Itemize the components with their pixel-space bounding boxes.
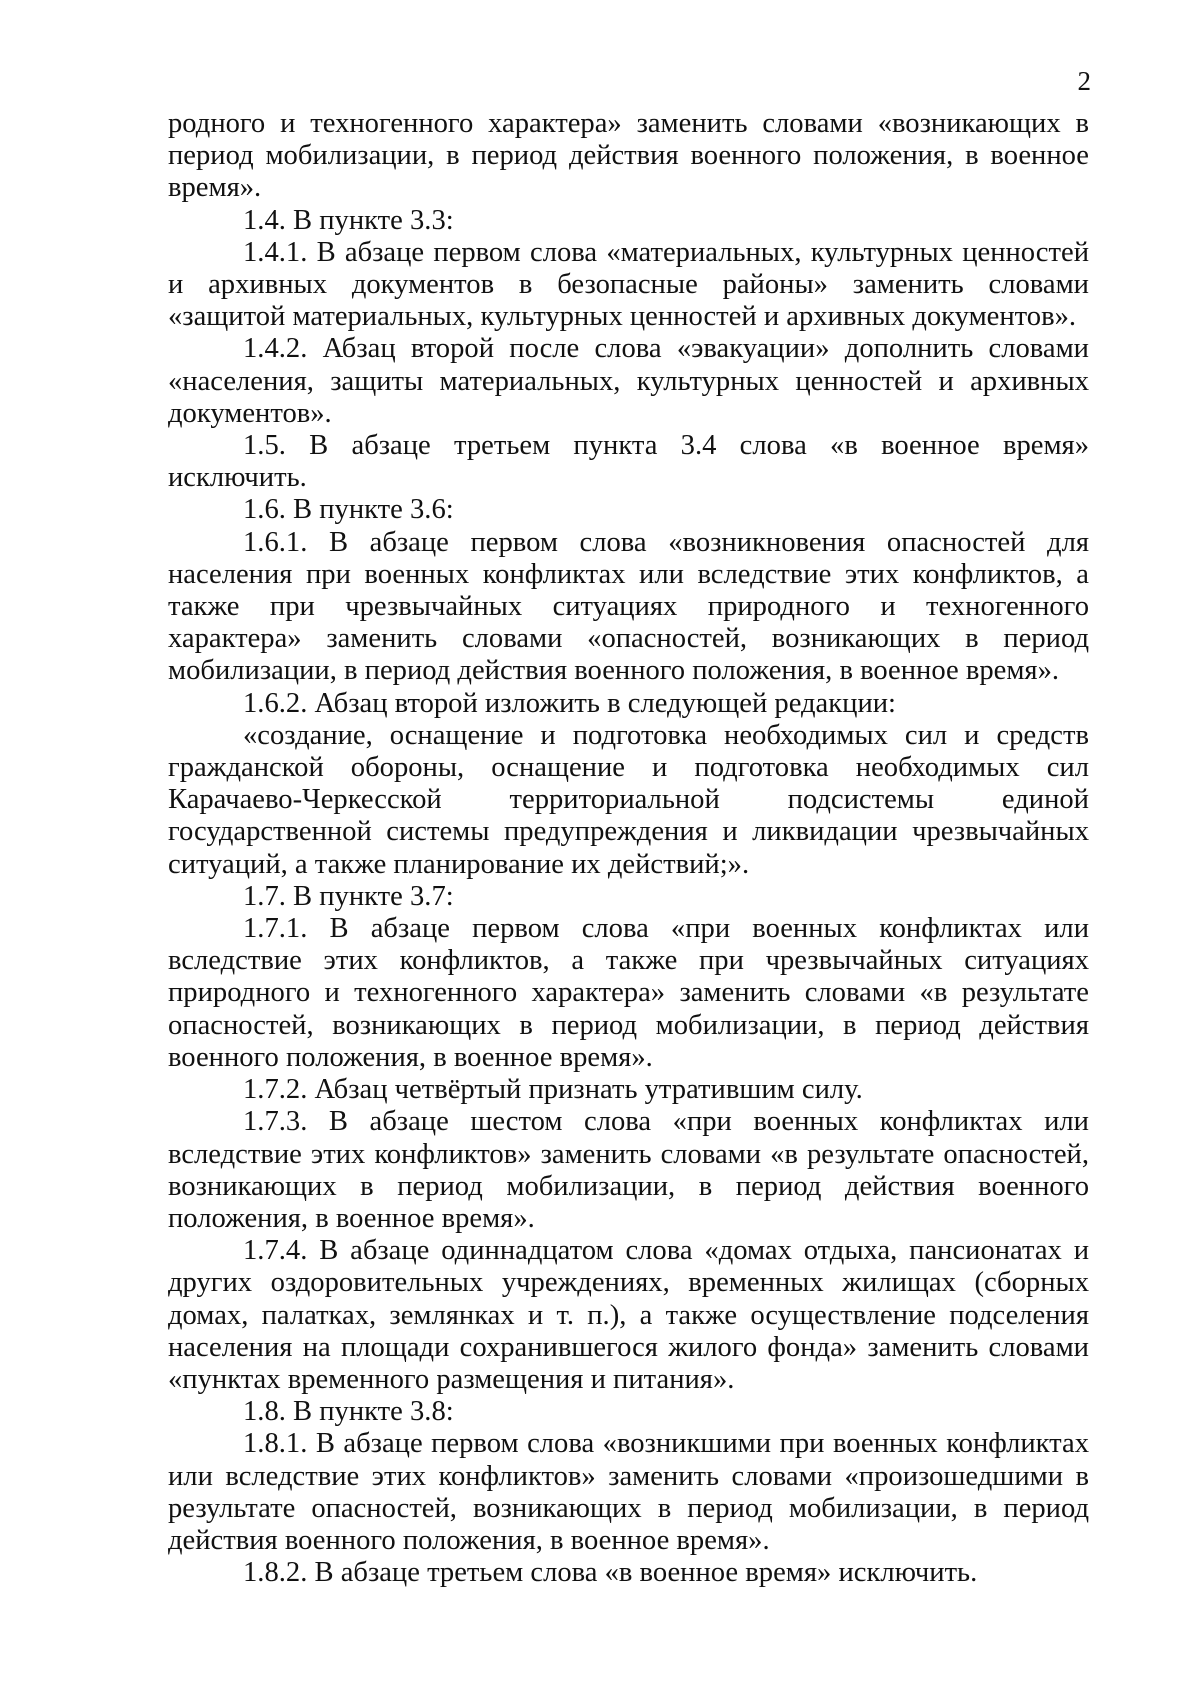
paragraph-1-7-1: 1.7.1. В абзаце первом слова «при военных конфликтах или вследствие этих конфликтов, а также при чрезвычайных ситуациях природного и техногенного характера» заменить словами «в результате опасностей, возникающих в период мобилизации, в период действия военного положения, в военное время». [168, 913, 1089, 1073]
paragraph-1-6-2: 1.6.2. Абзац второй изложить в следующей редакции: [243, 687, 896, 719]
paragraph-1-7-2: 1.7.2. Абзац четвёртый признать утратившим силу. [243, 1074, 863, 1106]
paragraph-1-7-4: 1.7.4. В абзаце одиннадцатом слова «домах отдыха, пансионатах и других оздоровительных учреждениях, временных жилищах (сборных домах, палатках, землянках и т. п.), а также осуществление подселения населения на площади сохранившегося жилого фонда» заменить словами «пунктах временного размещения и питания». [168, 1235, 1089, 1395]
paragraph-1-4-2: 1.4.2. Абзац второй после слова «эвакуации» дополнить словами «населения, защиты материальных, культурных ценностей и архивных документов». [168, 333, 1089, 429]
paragraph-1-4-1: 1.4.1. В абзаце первом слова «материальных, культурных ценностей и архивных документов в безопасные районы» заменить словами «защитой материальных, культурных ценностей и архивных документов». [168, 236, 1089, 333]
paragraph-1-8-1: 1.8.1. В абзаце первом слова «возникшими при военных конфликтах или вследствие этих конфликтов» заменить словами «произошедшими в результате опасностей, возникающих в период мобилизации, в период действия военного положения, в военное время». [168, 1428, 1089, 1556]
paragraph-1-6-1: 1.6.1. В абзаце первом слова «возникновения опасностей для населения при военных конфликтах или вследствие этих конфликтов, а также при чрезвычайных ситуациях природного и техногенного характера» заменить словами «опасностей, возникающих в период мобилизации, в период действия военного положения, в военное время». [168, 526, 1089, 687]
paragraph-1-8: 1.8. В пункте 3.8: [243, 1396, 454, 1428]
paragraph-continuation: родного и техногенного характера» заменить словами «возникающих в период мобилизации, в период действия военного положения, в военное время». [168, 108, 1089, 204]
paragraph-1-7-3: 1.7.3. В абзаце шестом слова «при военных конфликтах или вследствие этих конфликтов» заменить словами «в результате опасностей, возникающих в период мобилизации, в период действия военного положения, в военное время». [168, 1106, 1089, 1234]
paragraph-1-4: 1.4. В пункте 3.3: [243, 204, 454, 236]
paragraph-1-8-2: 1.8.2. В абзаце третьем слова «в военное время» исключить. [243, 1557, 978, 1589]
document-body [168, 108, 1089, 1589]
paragraph-1-6: 1.6. В пункте 3.6: [243, 494, 454, 526]
paragraph-quoted-text: «создание, оснащение и подготовка необходимых сил и средств гражданской обороны, оснащение и подготовка необходимых сил Карачаево-Черкесской территориальной подсистемы единой государственной системы предупреждения и ликвидации чрезвычайных ситуаций, а также планирование их действий;». [168, 719, 1089, 880]
paragraph-1-7: 1.7. В пункте 3.7: [243, 880, 454, 912]
paragraph-1-5: 1.5. В абзаце третьем пункта 3.4 слова «в военное время» исключить. [168, 430, 1089, 494]
page-number: 2 [1077, 66, 1091, 96]
